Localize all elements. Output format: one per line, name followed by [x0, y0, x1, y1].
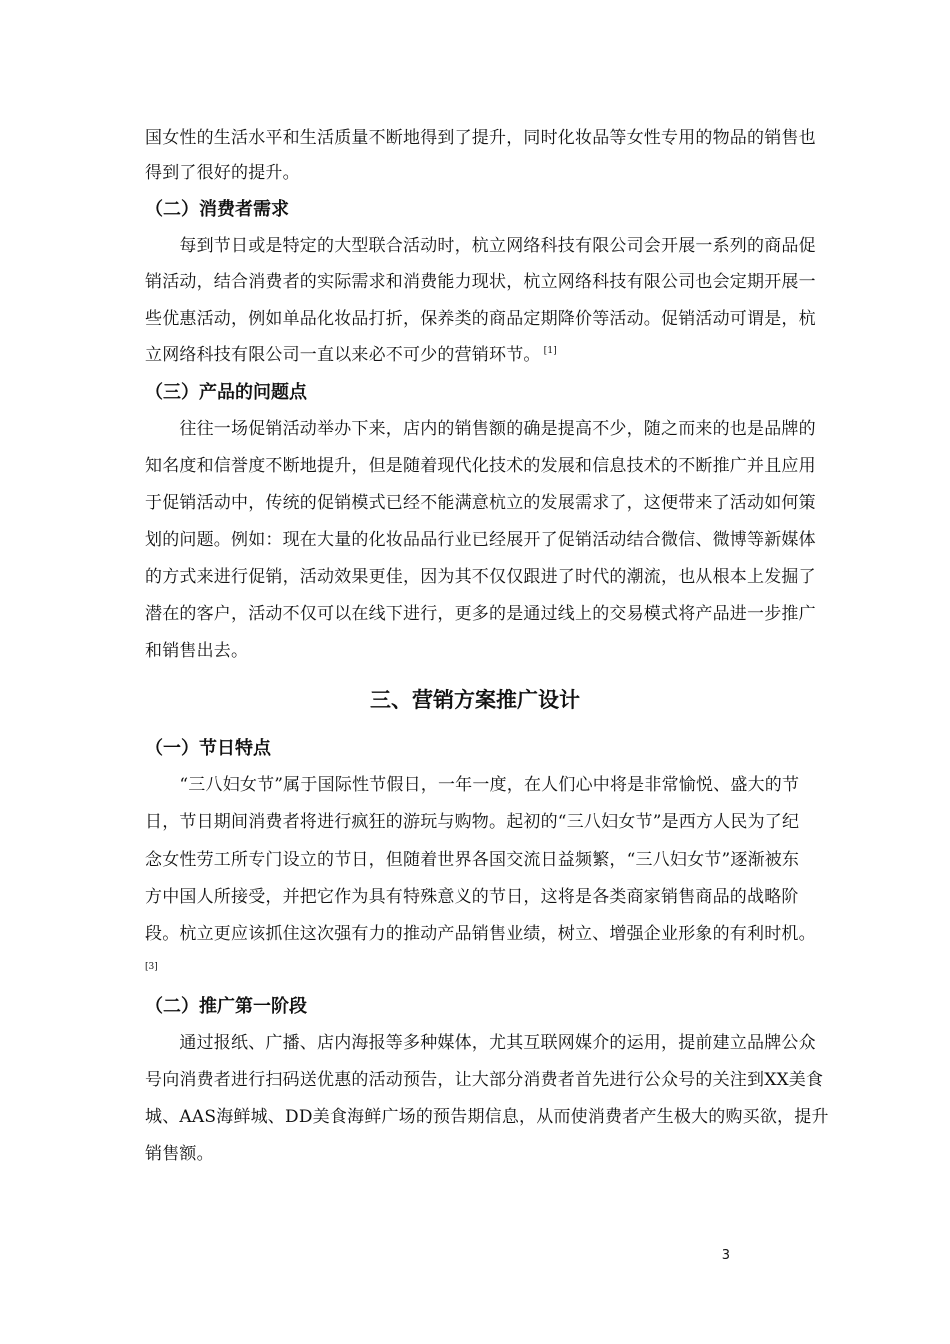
body-text-line: “三八妇女节”属于国际性节假日，一年一度，在人们心中将是非常愉悦、盛大的节 — [145, 775, 800, 795]
section-heading-consumer-demand: （二）消费者需求 — [145, 199, 289, 220]
body-text-line: 国女性的生活水平和生活质量不断地得到了提升，同时化妆品等女性专用的物品的销售也 — [145, 128, 816, 148]
body-text-line: 销售额。 — [145, 1144, 214, 1164]
body-text-line: 往往一场促销活动举办下来，店内的销售额的确是提高不少，随之而来的也是品牌的 — [145, 419, 816, 439]
section-heading-holiday-features: （一）节日特点 — [145, 738, 271, 759]
body-text-line: 潜在的客户，活动不仅可以在线下进行，更多的是通过线上的交易模式将产品进一步推广 — [145, 604, 816, 624]
body-text-line: 城、AAS海鲜城、DD美食海鲜广场的预告期信息，从而使消费者产生极大的购买欲，提升 — [145, 1107, 829, 1127]
body-text-segment: 立网络科技有限公司一直以来必不可少的营销环节。 — [145, 345, 541, 365]
body-text-line: 销活动，结合消费者的实际需求和消费能力现状，杭立网络科技有限公司也会定期开展一 — [145, 272, 816, 292]
body-text-line: 些优惠活动，例如单品化妆品打折，保养类的商品定期降价等活动。促销活动可谓是，杭 — [145, 309, 816, 329]
chapter-heading: 三、营销方案推广设计 — [370, 688, 580, 712]
body-text-line: 日，节日期间消费者将进行疯狂的游玩与购物。起初的“三八妇女节”是西方人民为了纪 — [145, 812, 800, 832]
section-heading-phase-one: （二）推广第一阶段 — [145, 996, 307, 1017]
section-heading-product-issues: （三）产品的问题点 — [145, 382, 307, 403]
body-text-line: 方中国人所接受，并把它作为具有特殊意义的节日，这将是各类商家销售商品的战略阶 — [145, 887, 799, 907]
body-text-line: 号向消费者进行扫码送优惠的活动预告，让大部分消费者首先进行公众号的关注到XX美食 — [145, 1070, 824, 1090]
body-text-line: 得到了很好的提升。 — [145, 163, 300, 183]
body-text-line: 划的问题。例如：现在大量的化妆品品行业已经展开了促销活动结合微信、微博等新媒体 — [145, 530, 816, 550]
body-text-line: 段。杭立更应该抓住这次强有力的推动产品销售业绩，树立、增强企业形象的有利时机。 — [145, 924, 816, 944]
body-text-line: 的方式来进行促销，活动效果更佳，因为其不仅仅跟进了时代的潮流，也从根本上发掘了 — [145, 567, 816, 587]
body-text-line: 知名度和信誉度不断地提升，但是随着现代化技术的发展和信息技术的不断推广并且应用 — [145, 456, 816, 476]
page-number: 3 — [721, 1248, 730, 1263]
body-text-line: 每到节日或是特定的大型联合活动时，杭立网络科技有限公司会开展一系列的商品促 — [145, 236, 816, 256]
body-text-line: 于促销活动中，传统的促销模式已经不能满意杭立的发展需求了，这便带来了活动如何策 — [145, 493, 816, 513]
body-text-line: 和销售出去。 — [145, 641, 249, 661]
body-text-line: 通过报纸、广播、店内海报等多种媒体，尤其互联网媒介的运用，提前建立品牌公众 — [145, 1033, 816, 1053]
citation-ref: [1] — [543, 346, 557, 357]
citation-ref: [3] — [145, 962, 158, 972]
body-text-line: 念女性劳工所专门设立的节日，但随着世界各国交流日益频繁，“三八妇女节”逐渐被东 — [145, 850, 800, 870]
body-text-line — [145, 343, 815, 367]
